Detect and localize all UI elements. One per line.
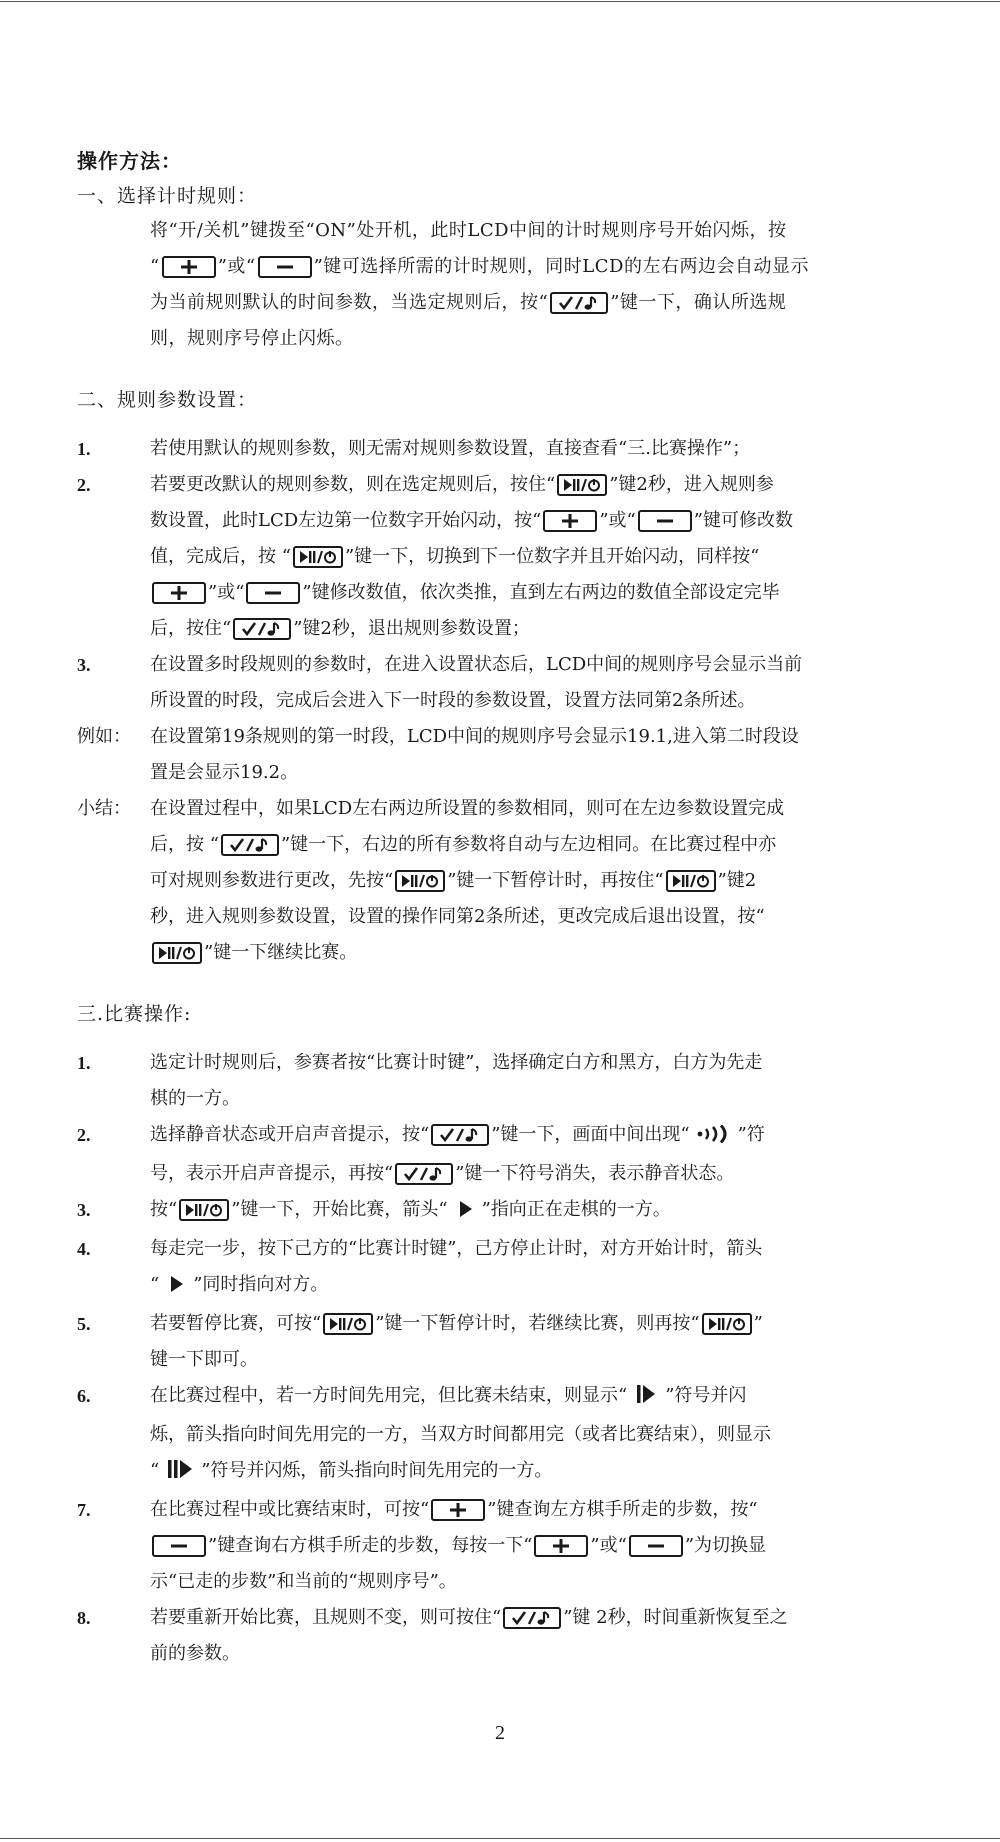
play-pause-power-key-icon xyxy=(395,870,445,892)
double-timeout-flag-icon xyxy=(165,1456,195,1492)
summary-text xyxy=(150,791,932,971)
play-pause-power-key-icon xyxy=(179,1199,229,1221)
item-number: 2. xyxy=(77,1125,91,1145)
text: 按“ xyxy=(150,1199,178,1220)
text: ”键一下符号消失，表示静音状态。 xyxy=(455,1163,735,1184)
list-item xyxy=(77,1117,932,1192)
item-text xyxy=(150,1306,932,1378)
list-item xyxy=(77,1192,932,1231)
list-item xyxy=(77,1231,932,1306)
item-text xyxy=(150,1492,932,1600)
text: ”键可选择所需的计时规则，同时LCD的左右两边会自动显示 xyxy=(313,256,809,277)
item-text: 若使用默认的规则参数，则无需对规则参数设置，直接查看“三.比赛操作”； xyxy=(150,438,751,459)
item-number: 4. xyxy=(77,1239,91,1259)
item-text xyxy=(150,1600,932,1672)
minus-key-icon xyxy=(258,256,312,278)
list-item xyxy=(77,1378,932,1492)
text: 置是会显示19.2。 xyxy=(150,762,299,783)
text: 将“开/关机”键拨至“ON”处开机，此时LCD中间的计时规则序号开始闪烁，按 xyxy=(150,220,787,241)
example-text xyxy=(150,719,932,791)
text: ” xyxy=(753,1313,763,1334)
text: ”键一下继续比赛。 xyxy=(204,942,358,963)
text: ”同时指向对方。 xyxy=(193,1274,329,1295)
item-text xyxy=(150,647,932,719)
text: ”键2 xyxy=(717,870,757,891)
text: 前的参数。 xyxy=(150,1643,240,1664)
text: 在设置第19条规则的第一时段，LCD中间的规则序号会显示19.1,进入第二时段设 xyxy=(150,726,799,747)
list-item xyxy=(77,431,932,467)
summary-note xyxy=(77,791,932,971)
sound-wave-icon xyxy=(696,1120,732,1156)
text: 可对规则参数进行更改，先按“ xyxy=(150,870,394,891)
item-number: 7. xyxy=(77,1500,91,1520)
text: ”键2秒，退出规则参数设置； xyxy=(293,618,530,639)
item-number: 1. xyxy=(77,439,91,459)
text: ”或“ xyxy=(217,256,256,277)
example-note xyxy=(77,719,932,791)
text: ”或“ xyxy=(590,1535,627,1556)
list-item xyxy=(77,647,932,719)
example-label: 例如： xyxy=(77,726,131,747)
text: 后，按住“ xyxy=(150,618,232,639)
minus-key-icon xyxy=(638,510,692,532)
text: “ xyxy=(150,1274,160,1295)
text: ”键一下，右边的所有参数将自动与左边相同。在比赛过程中亦 xyxy=(280,834,777,855)
list-item xyxy=(77,467,932,647)
arrow-right-icon xyxy=(165,1270,187,1306)
text: ”键一下，确认所选规 xyxy=(610,292,787,313)
play-pause-power-key-icon xyxy=(152,942,202,964)
check-note-key-icon xyxy=(431,1124,489,1146)
arrow-right-icon xyxy=(454,1195,476,1231)
page-title: 操作方法： xyxy=(77,149,182,173)
text: 在比赛过程中，若一方时间先用完，但比赛未结束，则显示“ xyxy=(150,1385,628,1406)
text: 烁，箭头指向时间先用完的一方，当双方时间都用完（或者比赛结束），则显示 xyxy=(150,1424,771,1445)
page-number: 2 xyxy=(495,1722,505,1744)
plus-key-icon xyxy=(543,510,597,532)
text: 若要更改默认的规则参数，则在选定规则后，按住“ xyxy=(150,474,556,495)
text: ”键一下暂停计时，若继续比赛，则再按“ xyxy=(375,1313,700,1334)
text: 所设置的时段，完成后会进入下一时段的参数设置，设置方法同第2条所述。 xyxy=(150,690,756,711)
instruction-page xyxy=(77,143,932,1672)
list-item xyxy=(77,1600,932,1672)
text: ”键一下，开始比赛，箭头“ xyxy=(231,1199,448,1220)
plus-key-icon xyxy=(152,582,206,604)
item-number: 5. xyxy=(77,1314,91,1334)
minus-key-icon xyxy=(246,582,300,604)
minus-key-icon xyxy=(152,1535,206,1557)
text: ”键可修改数 xyxy=(693,510,793,531)
play-pause-power-key-icon xyxy=(293,546,343,568)
text: 秒，进入规则参数设置，设置的操作同第2条所述，更改完成后退出设置，按“ xyxy=(150,906,765,927)
item-text xyxy=(150,1117,932,1192)
item-text xyxy=(150,1045,932,1117)
text: 则，规则序号停止闪烁。 xyxy=(150,328,354,349)
text: ”键查询右方棋手所走的步数，每按一下“ xyxy=(208,1535,533,1556)
text: ”或“ xyxy=(208,582,245,603)
text: 选择静音状态或开启声音提示，按“ xyxy=(150,1124,430,1145)
item-text xyxy=(150,467,932,647)
text: 键一下即可。 xyxy=(150,1349,258,1370)
timeout-flag-icon xyxy=(633,1381,659,1417)
text: ”符号并闪 xyxy=(665,1385,747,1406)
bottom-border-line xyxy=(0,1838,1000,1839)
top-border-line xyxy=(0,1,1000,2)
text: ”为切换显 xyxy=(684,1535,767,1556)
section1-paragraph xyxy=(150,213,932,357)
text: 数设置，此时LCD左边第一位数字开始闪动，按“ xyxy=(150,510,542,531)
text: ”键一下，切换到下一位数字并且开始闪动，同样按“ xyxy=(344,546,760,567)
check-note-key-icon xyxy=(233,618,291,640)
text: 在设置过程中，如果LCD左右两边所设置的参数相同，则可在左边参数设置完成 xyxy=(150,798,785,819)
item-number: 8. xyxy=(77,1608,91,1628)
play-pause-power-key-icon xyxy=(666,870,716,892)
play-pause-power-key-icon xyxy=(702,1313,752,1335)
section2-heading: 二、规则参数设置： xyxy=(77,389,258,411)
text: 每走完一步，按下己方的“比赛计时键”，己方停止计时，对方开始计时，箭头 xyxy=(150,1238,763,1259)
text: ”符 xyxy=(737,1124,765,1145)
text: ”键2秒，进入规则参 xyxy=(609,474,774,495)
text: 值，完成后，按 “ xyxy=(150,546,291,567)
plus-key-icon xyxy=(534,1535,588,1557)
text: ”键一下，画面中间出现“ xyxy=(491,1124,690,1145)
text: 棋的一方。 xyxy=(150,1088,240,1109)
summary-label: 小结： xyxy=(77,798,131,819)
list-item xyxy=(77,1045,932,1117)
check-note-key-icon xyxy=(395,1163,453,1185)
text: ”键修改数值，依次类推，直到左右两边的数值全部设定完毕 xyxy=(302,582,780,603)
check-note-key-icon xyxy=(221,834,279,856)
check-note-key-icon xyxy=(550,292,608,314)
text: 在比赛过程中或比赛结束时，可按“ xyxy=(150,1499,430,1520)
text: ”键 2秒，时间重新恢复至之 xyxy=(563,1607,788,1628)
text: 示“已走的步数”和当前的“规则序号”。 xyxy=(150,1571,457,1592)
text: 若要暂停比赛，可按“ xyxy=(150,1313,322,1334)
item-number: 6. xyxy=(77,1386,91,1406)
text: ”符号并闪烁，箭头指向时间先用完的一方。 xyxy=(201,1460,553,1481)
play-pause-power-key-icon xyxy=(323,1313,373,1335)
text: 在设置多时段规则的参数时，在进入设置状态后，LCD中间的规则序号会显示当前 xyxy=(150,654,803,675)
minus-key-icon xyxy=(629,1535,683,1557)
text: ”指向正在走棋的一方。 xyxy=(481,1199,671,1220)
text: 为当前规则默认的时间参数，当选定规则后，按“ xyxy=(150,292,549,313)
text: 选定计时规则后，参赛者按“比赛计时键”，选择确定白方和黑方，白方为先走 xyxy=(150,1052,763,1073)
text: ”或“ xyxy=(599,510,636,531)
item-number: 3. xyxy=(77,655,91,675)
list-item xyxy=(77,1306,932,1378)
text: 后，按 “ xyxy=(150,834,219,855)
item-text xyxy=(150,1378,932,1492)
list-item xyxy=(77,1492,932,1600)
text: ”键查询左方棋手所走的步数，按“ xyxy=(487,1499,758,1520)
text: 若要重新开始比赛，且规则不变，则可按住“ xyxy=(150,1607,502,1628)
plus-key-icon xyxy=(162,256,216,278)
item-text xyxy=(150,1192,932,1231)
section3-heading: 三.比赛操作: xyxy=(77,1003,192,1025)
item-number: 1. xyxy=(77,1053,91,1073)
play-pause-power-key-icon xyxy=(557,474,607,496)
text: “ xyxy=(150,1460,160,1481)
text: “ xyxy=(150,256,160,277)
text: ”键一下暂停计时，再按住“ xyxy=(447,870,664,891)
check-note-key-icon xyxy=(503,1607,561,1629)
section1-heading: 一、选择计时规则： xyxy=(77,185,258,207)
item-number: 3. xyxy=(77,1200,91,1220)
text: 号，表示开启声音提示，再按“ xyxy=(150,1163,394,1184)
plus-key-icon xyxy=(431,1499,485,1521)
item-number: 2. xyxy=(77,475,91,495)
item-text xyxy=(150,1231,932,1306)
